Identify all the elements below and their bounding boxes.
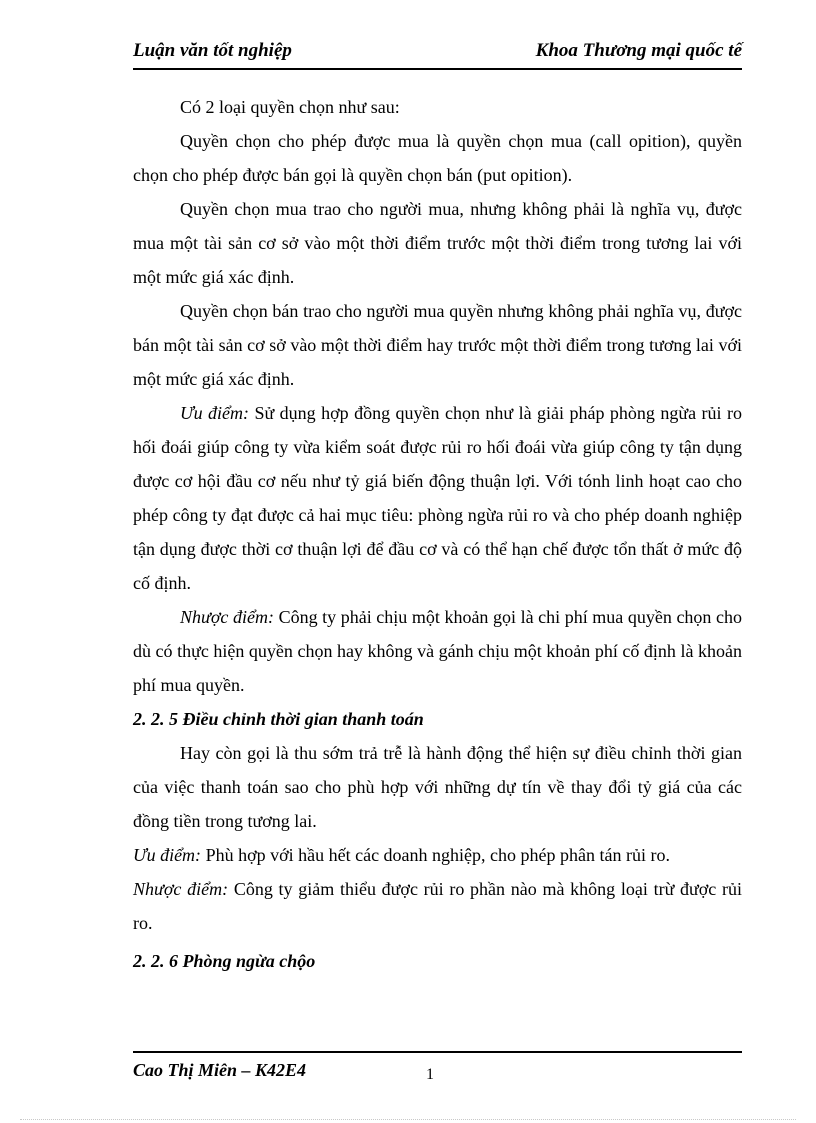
advantages-text: Sử dụng hợp đồng quyền chọn như là giải pháp phòng ngừa rủi ro hối đoái giúp công ty vừa kiểm soát được rủi ro hối đoái vừa giúp công ty tận dụng được cơ hội đầu cơ nếu như tỷ giá biến động thuận lợi. Với tónh linh hoạt cao cho phép công ty đạt được cả hai mục tiêu: phòng ngừa rủi ro và cho phép doanh nghiệp tận dụng được thời cơ thuận lợi để đầu cơ và có thể hạn chế được tổn thất ở mức độ cố định. [133, 403, 742, 593]
paragraph-advantages [133, 838, 742, 872]
paragraph: Quyền chọn bán trao cho người mua quyền nhưng không phải nghĩa vụ, được bán một tài sản cơ sở vào một thời điểm hay trước một thời điểm trong tương lai với một mức giá xác định. [133, 301, 742, 389]
paragraph: Hay còn gọi là thu sớm trả trễ là hành động thể hiện sự điều chỉnh thời gian của việc thanh toán sao cho phù hợp với những dự tín về thay đổi tỷ giá của các đồng tiền trong tương lai. [133, 743, 742, 831]
disadvantages-text: Công ty giảm thiểu được rủi ro phần nào mà không loại trừ được rủi ro. [133, 879, 743, 933]
paragraph-advantages [133, 396, 742, 600]
advantages-text: Phù hợp với hầu hết các doanh nghiệp, cho phép phân tán rủi ro. [201, 845, 670, 865]
document-body [133, 90, 742, 978]
page-header [133, 36, 742, 70]
advantages-label: Ưu điểm: [180, 403, 250, 423]
header-faculty: Khoa Thương mại quốc tế [535, 40, 742, 61]
paragraph: Có 2 loại quyền chọn như sau: [180, 97, 400, 117]
section-heading: 2. 2. 6 Phòng ngừa chộo [133, 951, 316, 971]
section-heading: 2. 2. 5 Điều chỉnh thời gian thanh toán [133, 709, 424, 729]
paragraph-disadvantages [133, 872, 742, 940]
disadvantages-label: Nhược điểm: [133, 879, 229, 899]
disadvantages-label: Nhược điểm: [180, 607, 274, 627]
footer-author: Cao Thị Miên – K42E4 [133, 1060, 307, 1080]
paragraph: Quyền chọn mua trao cho người mua, nhưng không phải là nghĩa vụ, được mua một tài sản cơ sở vào một thời điểm trước một thời điểm trong tương lai với một mức giá xác định. [133, 199, 742, 287]
page-edge-divider [20, 1119, 796, 1120]
disadvantages-text: Công ty phải chịu một khoản gọi là chi phí mua quyền chọn cho dù có thực hiện quyền chọn hay không và gánh chịu một khoản phí cố định là khoản phí mua quyền. [133, 607, 742, 695]
paragraph: Quyền chọn cho phép được mua là quyền chọn mua (call opition), quyền chọn cho phép được bán gọi là quyền chọn bán (put opition). [133, 131, 742, 185]
footer-divider [133, 1051, 742, 1053]
page-number: 1 [426, 1066, 434, 1083]
advantages-label: Ưu điểm: [133, 845, 202, 865]
header-thesis-title: Luận văn tốt nghiệp [133, 40, 292, 61]
paragraph-disadvantages [133, 600, 742, 702]
